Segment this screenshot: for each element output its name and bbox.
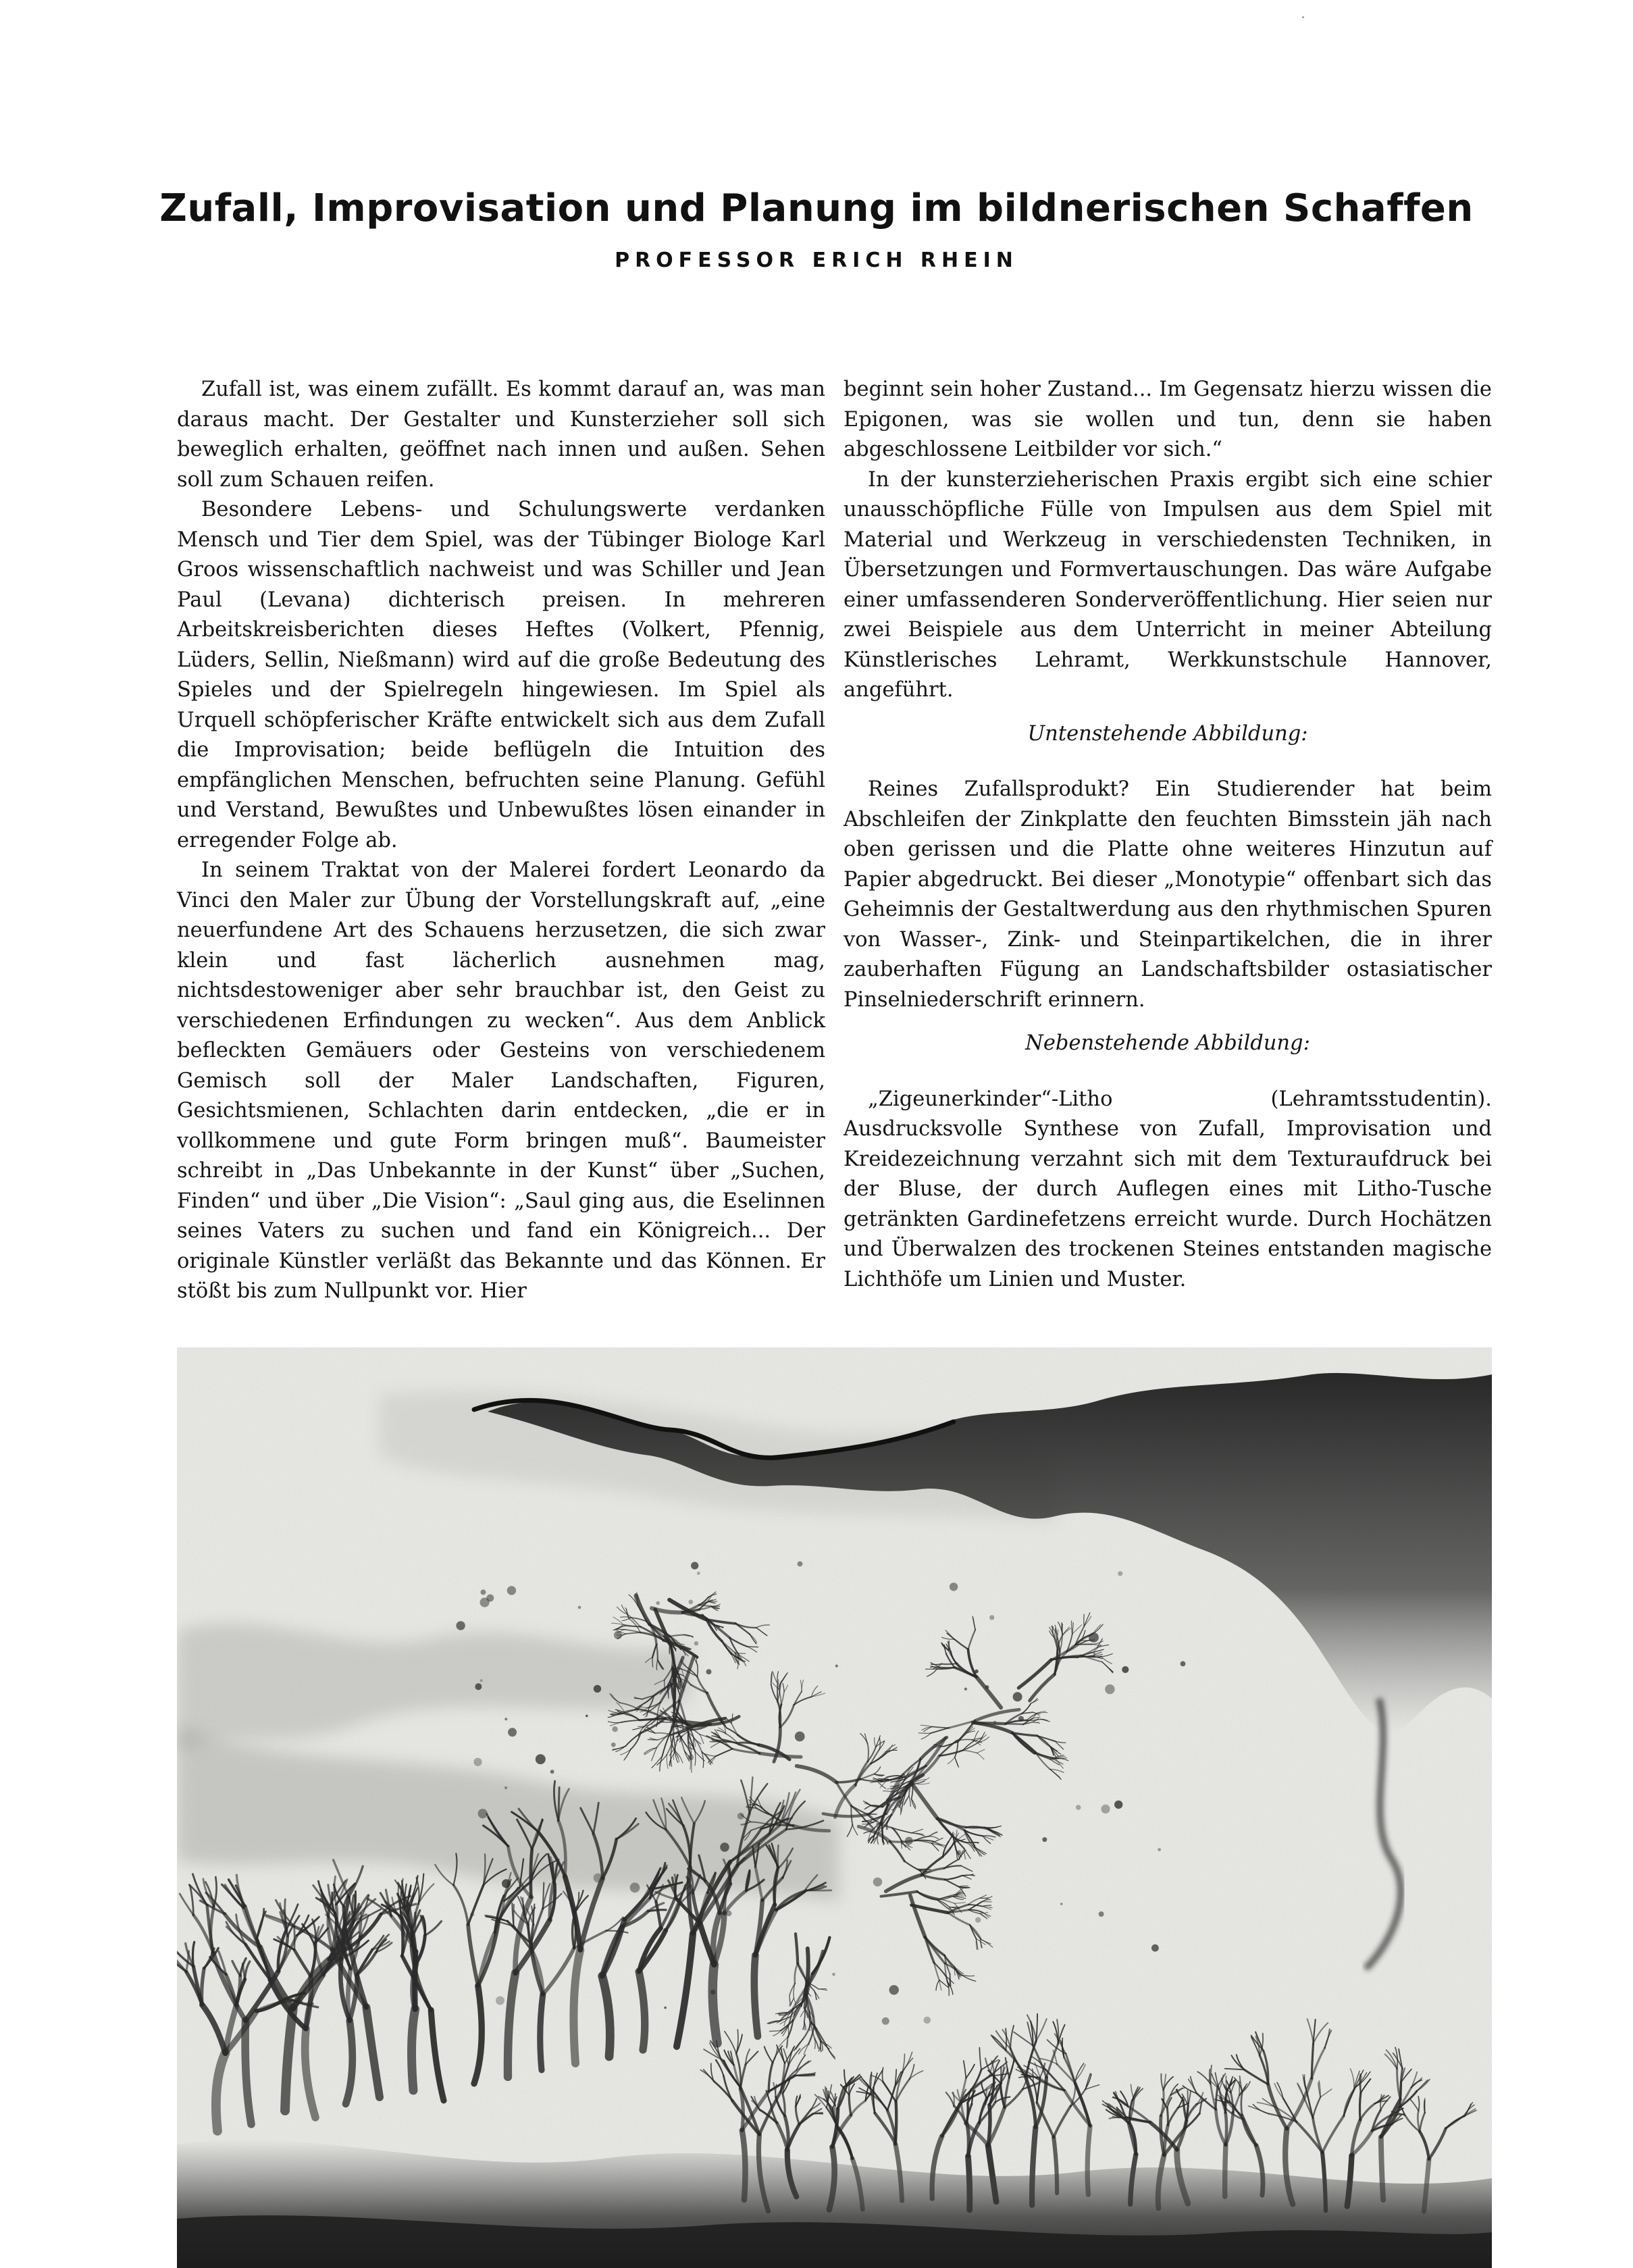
right-column bbox=[844, 375, 1492, 1295]
ink-speck bbox=[882, 2017, 889, 2025]
ink-speck bbox=[630, 1882, 640, 1892]
ink-speck bbox=[478, 1809, 488, 1818]
ink-branch bbox=[988, 2105, 990, 2146]
figure-caption-adjacent: Nebenstehende Abbildung: bbox=[1025, 1031, 1310, 1055]
ink-speck bbox=[795, 1732, 805, 1742]
ink-speck bbox=[957, 1850, 962, 1855]
ink-speck bbox=[504, 1718, 507, 1720]
ink-speck bbox=[1099, 1911, 1104, 1917]
ink-speck bbox=[1093, 1653, 1095, 1655]
ink-branch bbox=[412, 2009, 415, 2090]
ink-speck bbox=[688, 1755, 694, 1761]
ink-branch bbox=[1062, 1624, 1063, 1635]
ink-speck bbox=[706, 1669, 712, 1674]
ink-speck bbox=[486, 1595, 494, 1602]
ink-speck bbox=[950, 1582, 958, 1591]
ink-speck bbox=[656, 1601, 660, 1605]
paragraph: Besondere Lebens- und Schulungswerte verdanken Mensch und Tier dem Spiel, was der Tübinger Biologe Karl Groos wissenschaftlich nachweist und was Schiller und Jean Paul (Levana) dichterisch preisen. In mehreren Arbeitskreisberichten dieses Heftes (Volkert, Pfennig, Lüders, Sellin, Nießmann) wird auf die große Bedeutung des Spieles und der Spielregeln hingewiesen. Im Spiel als Urquell schöpferischer Kräfte entwickelt sich aus dem Zufall die Improvisation; beide beflügeln die Intuition des empfänglichen Menschen, befruchten seine Planung. Gefühl und Verstand, Bewußtes und Unbewußtes lösen einander in erregender Folge ab. bbox=[177, 498, 825, 852]
ink-branch bbox=[652, 1657, 653, 1667]
print-speck bbox=[1302, 16, 1304, 18]
ink-speck bbox=[1042, 1837, 1047, 1842]
ink-speck bbox=[594, 1874, 603, 1883]
ink-branch bbox=[804, 2008, 805, 2021]
ink-speck bbox=[726, 1911, 731, 1916]
ink-speck bbox=[964, 1688, 967, 1691]
ink-branch bbox=[1188, 2090, 1189, 2106]
ink-speck bbox=[1089, 1632, 1099, 1643]
monotype-figure bbox=[177, 1347, 1492, 2268]
article-title: Zufall, Improvisation und Planung im bildnerischen Schaffen bbox=[159, 186, 1474, 230]
ink-speck bbox=[550, 1770, 554, 1774]
paragraph: Reines Zufallsprodukt? Ein Studierender hat beim Abschleifen der Zinkplatte den feuchten Bimsstein jäh nach oben gerissen und die Platte ohne weiteres Hinzutun auf Papier abgedruckt. Bei dieser „Monotypie“ offenbart sich das Geheimnis der Gestaltwerdung aus den rhythmischen Spuren von Wasser-, Zink- und Steinpartikelchen, die in ihrer zauberhaften Fügung an Landschaftsbilder ostasiatischer Pinselniederschrift erinnern. bbox=[844, 777, 1492, 1012]
ink-branch bbox=[697, 1665, 698, 1676]
ink-speck bbox=[975, 1670, 979, 1674]
ink-speck bbox=[1101, 1805, 1110, 1813]
ink-speck bbox=[694, 1641, 698, 1645]
ink-speck bbox=[697, 1572, 700, 1575]
ink-speck bbox=[504, 1786, 507, 1789]
ink-speck bbox=[611, 1743, 616, 1747]
ink-speck bbox=[594, 1685, 601, 1693]
ink-branch bbox=[1241, 2092, 1242, 2115]
ink-branch bbox=[819, 1988, 827, 1989]
ink-speck bbox=[614, 1631, 622, 1639]
ink-speck bbox=[1076, 1805, 1081, 1810]
ink-branch bbox=[402, 1922, 403, 1956]
ink-speck bbox=[1105, 1684, 1114, 1694]
paragraph: In seinem Traktat von der Malerei fordert Leonardo da Vinci den Maler zur Übung der Vorstellungskraft auf, „eine neuerfundene Art des Schauens herzusetzen, die sich zwar klein und fast lächerlich ausnehmen mag, nichtsdestoweniger aber sehr brauchbar ist, den Geist zu verschiedenen Erfindungen zu wecken“. Aus dem Anblick befleckten Gemäuers oder Gesteins von verschiedenem Gemisch soll der Maler Landschaften, Figuren, Gesichtsmienen, Schlachten darin entdecken, „die er in vollkommene und gute Form bringen muß“. Baumeister schreibt in „Das Unbekannte in der Kunst“ über „Suchen, Finden“ und über „Die Vision“: „Saul ging aus, die Eselinnen seines Vaters zu suchen und fand ein Königreich... Der originale Künstler verläßt das Bekannte und das Können. Er stößt bis zum Nullpunkt vor. Hier bbox=[177, 858, 825, 1303]
ink-speck bbox=[470, 1912, 474, 1916]
ink-speck bbox=[586, 1715, 588, 1718]
ink-speck bbox=[924, 2017, 931, 2024]
ink-speck bbox=[612, 1726, 617, 1732]
paragraph: beginnt sein hoher Zustand... Im Gegensatz hierzu wissen die Epigonen, was sie wollen und tun, denn sie haben abgeschlossene Leitbilder vor sich.“ bbox=[844, 378, 1492, 461]
ink-branch bbox=[1359, 2093, 1360, 2120]
ink-speck bbox=[720, 1842, 729, 1852]
ink-speck bbox=[1158, 1848, 1161, 1851]
ink-speck bbox=[507, 1586, 516, 1595]
ink-speck bbox=[1018, 1716, 1024, 1722]
ink-speck bbox=[536, 1754, 546, 1764]
ink-speck bbox=[905, 1837, 913, 1845]
ink-speck bbox=[1013, 1692, 1022, 1701]
ink-speck bbox=[873, 1878, 882, 1886]
ink-branch bbox=[712, 1965, 717, 2043]
ink-speck bbox=[481, 1589, 486, 1595]
paragraph: Zufall ist, was einem zufällt. Es kommt darauf an, was man daraus macht. Der Gestalter und Kunsterzieher soll sich beweglich erhalten, geöffnet nach innen und außen. Sehen soll zum Schauen reifen. bbox=[177, 378, 825, 492]
ink-speck bbox=[989, 1615, 994, 1620]
ink-speck bbox=[664, 2007, 667, 2009]
ink-speck bbox=[1114, 1801, 1122, 1809]
ink-speck bbox=[691, 1562, 698, 1570]
ink-speck bbox=[985, 1685, 989, 1689]
ink-branch bbox=[918, 1733, 930, 1734]
ink-speck bbox=[1151, 1944, 1159, 1952]
ink-branch bbox=[294, 1927, 295, 1950]
ink-speck bbox=[456, 1621, 465, 1630]
ink-branch bbox=[540, 1994, 543, 2070]
paragraph: „Zigeunerkinder“-Litho (Lehramtsstudentin). Ausdrucksvolle Synthese von Zufall, Improvisation und Kreidezeichnung verzahnt sich mit dem Texturaufdruck bei der Bluse, der durch Auflegen eines mit Litho-Tusche getränkten Gardinefetzens erreicht wurde. Durch Hochätzen und Überwalzen des trockenen Steines entstanden magische Lichthöfe um Linien und Muster. bbox=[844, 1087, 1492, 1291]
ink-speck bbox=[835, 1665, 838, 1668]
ink-branch bbox=[778, 1845, 779, 1867]
ink-branch bbox=[806, 1949, 808, 1994]
ink-speck bbox=[502, 1879, 511, 1888]
ink-speck bbox=[737, 1813, 744, 1820]
ink-speck bbox=[1122, 1666, 1129, 1673]
ink-speck bbox=[688, 1600, 693, 1605]
ink-speck bbox=[832, 1973, 835, 1976]
ink-speck bbox=[480, 1679, 483, 1682]
ink-speck bbox=[1118, 1571, 1122, 1576]
ink-speck bbox=[889, 1985, 899, 1994]
ink-speck bbox=[710, 1990, 715, 1994]
monotype-image bbox=[177, 1347, 1492, 2268]
ink-branch bbox=[1226, 2113, 1227, 2145]
ink-branch bbox=[1167, 2108, 1168, 2125]
ink-speck bbox=[496, 1996, 504, 2005]
left-column bbox=[177, 375, 825, 1307]
ink-speck bbox=[578, 1606, 581, 1609]
ink-branch bbox=[754, 1955, 758, 2036]
ink-branch bbox=[531, 1849, 532, 1897]
ink-speck bbox=[975, 1917, 981, 1923]
figure-caption-below: Untenstehende Abbildung: bbox=[1027, 721, 1308, 746]
article-author: PROFESSOR ERICH RHEIN bbox=[615, 249, 1018, 272]
ink-branch bbox=[1033, 1722, 1039, 1723]
ink-speck bbox=[1181, 1661, 1186, 1667]
ink-speck bbox=[1060, 1903, 1063, 1905]
ink-speck bbox=[473, 1758, 482, 1766]
ink-speck bbox=[508, 1728, 517, 1736]
ink-speck bbox=[993, 1721, 997, 1724]
ink-speck bbox=[798, 1562, 803, 1567]
ink-speck bbox=[475, 1683, 482, 1690]
paragraph: In der kunsterzieherischen Praxis ergibt sich eine schier unausschöpfliche Fülle von Impulsen aus dem Spiel mit Material und Werkzeug in verschiedensten Techniken, in Übersetzungen und Formvertauschungen. Das wäre Aufgabe einer umfassenderen Sonderveröffentlichung. Hier seien nur zwei Beispiele aus dem Unterricht in meiner Abteilung Künstlerisches Lehramt, Werkkunstschule Hannover, angeführt. bbox=[844, 467, 1492, 702]
